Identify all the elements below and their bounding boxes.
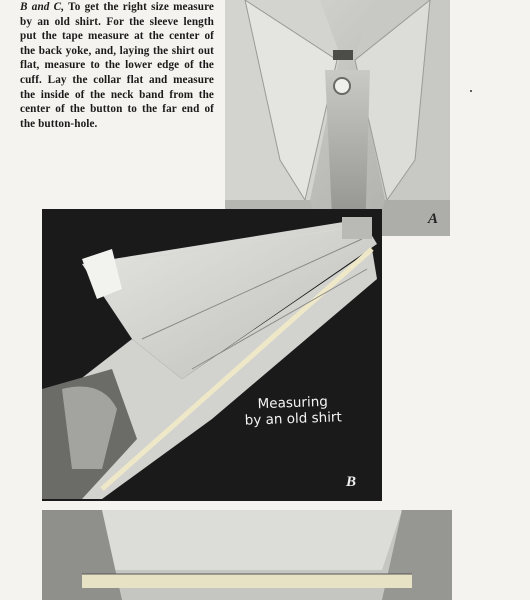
photo-b-label: B [345,474,356,490]
print-speck [470,90,472,92]
photo-b-handwritten-caption [227,393,358,430]
photo-c-measuring-collar [42,510,452,600]
collar-band-illustration [42,510,452,600]
photo-a-shirt-collar [225,0,450,236]
caption-body: To get the right size measure by an old shirt. For the sleeve length put the tape measure at the center of the back yoke, and, laying the shirt out flat, measure to the lower edge of the cuff. Lay the collar flat and measure the inside of the neck band from the center of the button to the far end of the button-hole. [20,1,215,130]
photo-a-label: A [427,211,438,227]
collar-illustration [225,0,450,236]
handwritten-line-2: by an old shirt [244,409,343,429]
sleeve-illustration [42,209,382,501]
handwritten-line-1: Measuring [257,393,329,413]
caption-paragraph [20,0,214,131]
photo-b-measuring-sleeve [42,209,382,501]
caption-lead: B and C, [20,1,65,13]
